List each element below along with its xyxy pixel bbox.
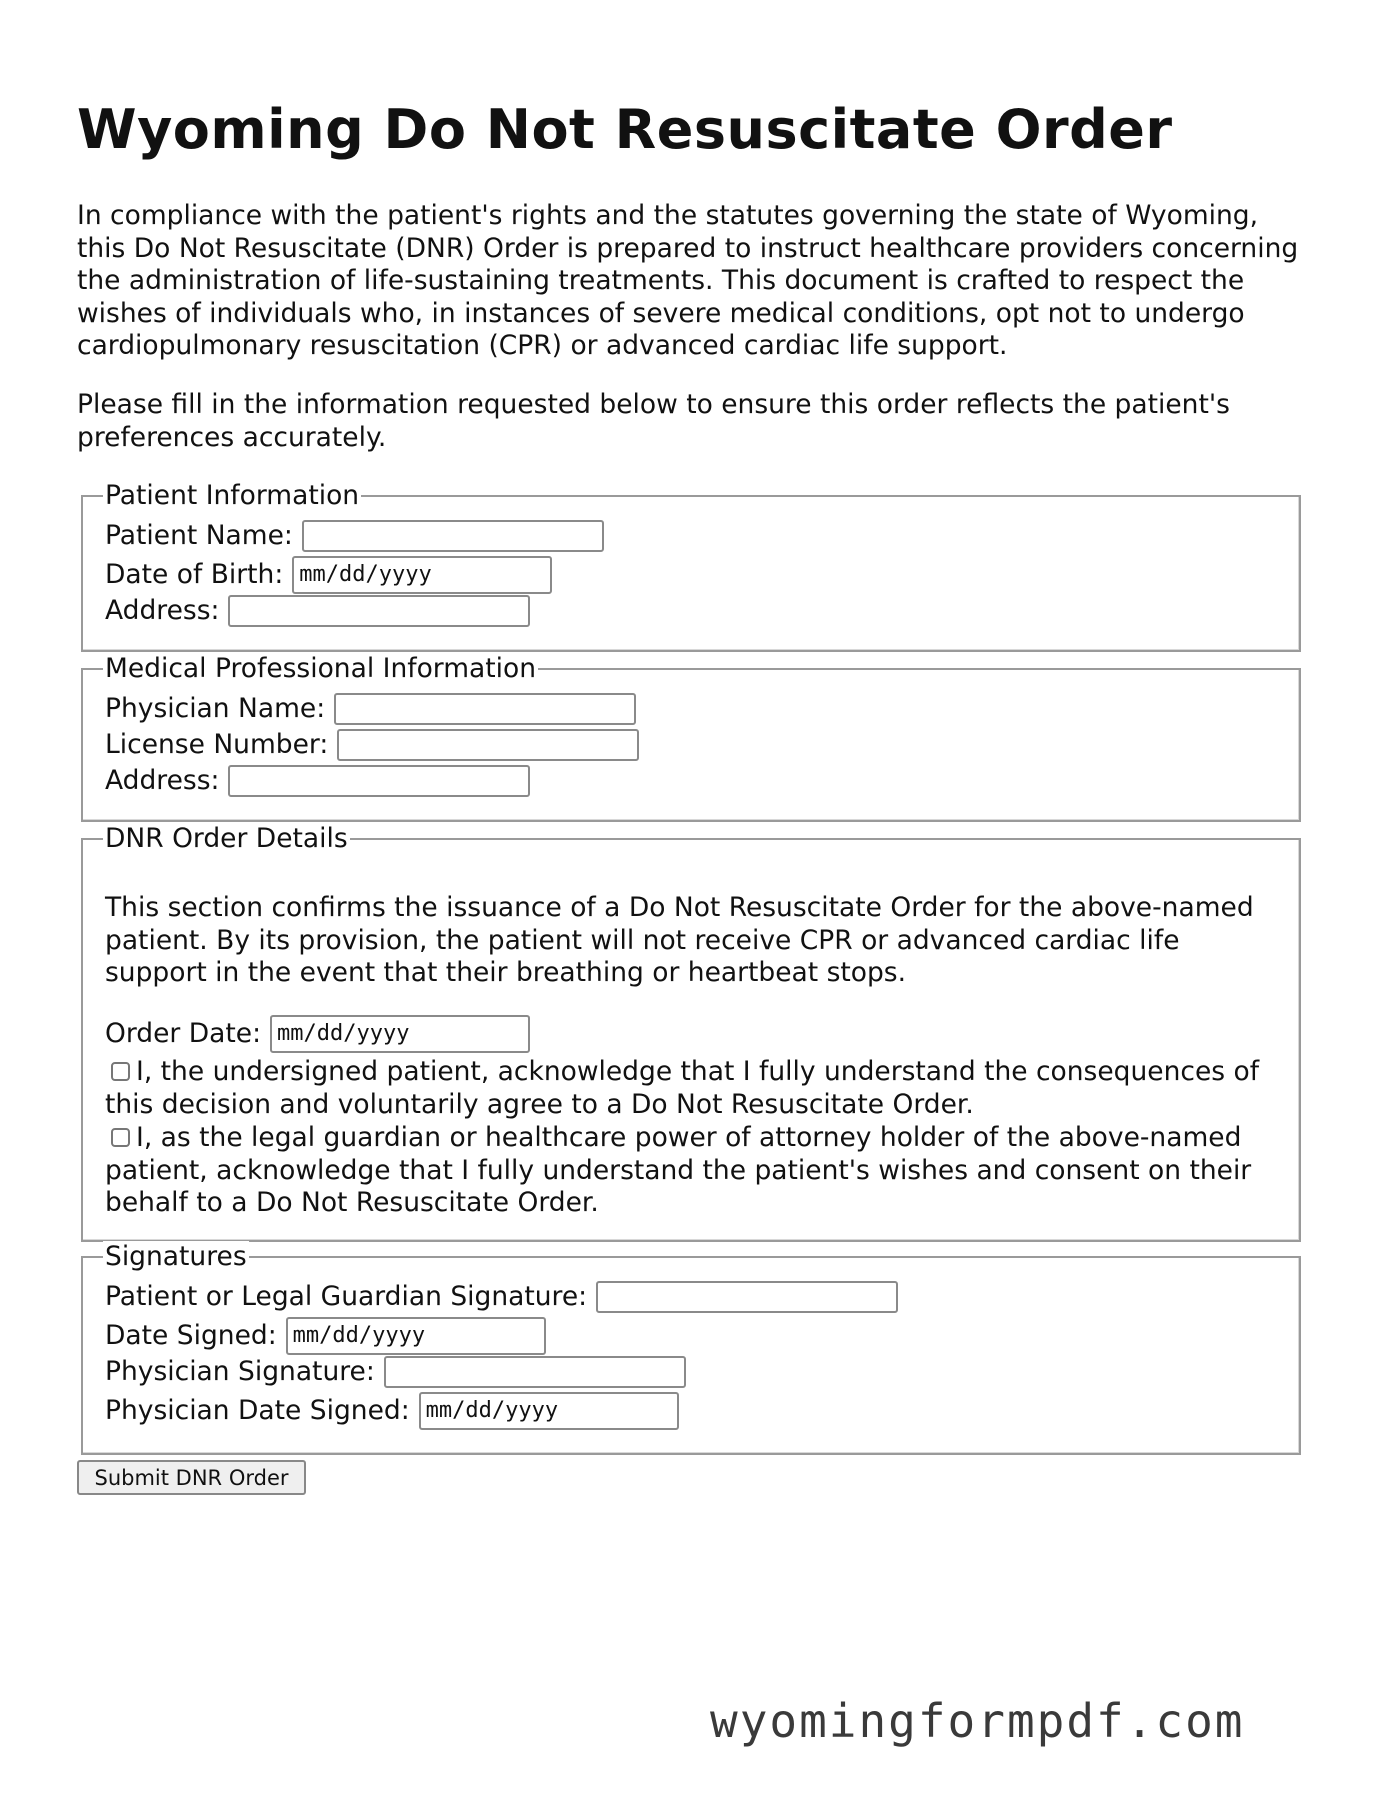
order-date-row (105, 1015, 530, 1053)
signatures-section (81, 1241, 1301, 1455)
date-of-birth-row (105, 556, 552, 594)
physician-date-signed-input[interactable]: mm/dd/yyyy (419, 1392, 679, 1430)
patient-name-label: Patient Name: (105, 520, 293, 551)
physician-address-label: Address: (105, 765, 220, 796)
signatures-legend: Signatures (105, 1241, 247, 1272)
dnr-details-description: This section confirms the issuance of a Do Not Resuscitate Order for the above-named patient. By its provision, the patient will not receive CPR or advanced cardiac life support in the event that their breathing or heartbeat stops. (105, 892, 1254, 988)
patient-acknowledgement (105, 1056, 1295, 1121)
medical-professional-legend: Medical Professional Information (105, 653, 537, 684)
date-signed-input[interactable]: mm/dd/yyyy (286, 1317, 546, 1355)
patient-signature-label: Patient or Legal Guardian Signature: (105, 1281, 588, 1312)
guardian-acknowledgement-checkbox[interactable] (111, 1128, 130, 1147)
order-date-label: Order Date: (105, 1018, 261, 1049)
dnr-order-details-legend: DNR Order Details (105, 823, 348, 854)
patient-address-row (105, 595, 530, 627)
date-signed-row (105, 1317, 546, 1355)
physician-name-label: Physician Name: (105, 693, 326, 724)
dnr-order-details-section (81, 823, 1301, 1242)
physician-date-signed-label: Physician Date Signed: (105, 1395, 410, 1426)
license-number-row (105, 729, 639, 761)
guardian-acknowledgement (105, 1122, 1295, 1220)
patient-acknowledgement-text: I, the undersigned patient, acknowledge that I fully understand the consequences of this decision and voluntarily agree to a Do Not Resuscitate Order. (105, 1056, 1260, 1120)
physician-address-row (105, 765, 530, 797)
watermark-text: wyomingformpdf.com (710, 1694, 1245, 1748)
submit-dnr-order-button[interactable]: Submit DNR Order (77, 1460, 306, 1495)
date-of-birth-label: Date of Birth: (105, 559, 284, 590)
patient-name-input[interactable] (302, 520, 604, 552)
patient-signature-row (105, 1281, 898, 1313)
physician-date-signed-row (105, 1392, 679, 1430)
order-date-input[interactable]: mm/dd/yyyy (270, 1015, 530, 1053)
license-number-input[interactable] (337, 729, 639, 761)
physician-signature-label: Physician Signature: (105, 1356, 375, 1387)
license-number-label: License Number: (105, 729, 329, 760)
physician-name-input[interactable] (334, 693, 636, 725)
physician-signature-input[interactable] (384, 1356, 686, 1388)
guardian-acknowledgement-text: I, as the legal guardian or healthcare power of attorney holder of the above-named patient, acknowledge that I fully understand the patient's wishes and consent on their behalf to a Do Not Resuscitate Order. (105, 1122, 1252, 1218)
physician-name-row (105, 693, 636, 725)
date-of-birth-input[interactable]: mm/dd/yyyy (292, 556, 552, 594)
patient-signature-input[interactable] (596, 1281, 898, 1313)
patient-address-label: Address: (105, 595, 220, 626)
instructions-paragraph: Please fill in the information requested below to ensure this order reflects the patient's preferences accurately. (77, 389, 1230, 453)
patient-acknowledgement-checkbox[interactable] (111, 1062, 130, 1081)
physician-address-input[interactable] (228, 765, 530, 797)
medical-professional-section (81, 653, 1301, 822)
date-signed-label: Date Signed: (105, 1320, 277, 1351)
page-title: Wyoming Do Not Resuscitate Order (77, 98, 1173, 161)
patient-information-legend: Patient Information (105, 480, 360, 511)
patient-address-input[interactable] (228, 595, 530, 627)
intro-paragraph: In compliance with the patient's rights and the statutes governing the state of Wyoming, this Do Not Resuscitate (DNR) Order is prepared to instruct healthcare providers concerning the administration of life-sustaining treatments. This document is crafted to respect the wishes of individuals who, in instances of severe medical conditions, opt not to undergo cardiopulmonary resuscitation (CPR) or advanced cardiac life support. (77, 200, 1299, 361)
patient-information-section (81, 480, 1301, 652)
patient-name-row (105, 520, 604, 552)
physician-signature-row (105, 1356, 686, 1388)
